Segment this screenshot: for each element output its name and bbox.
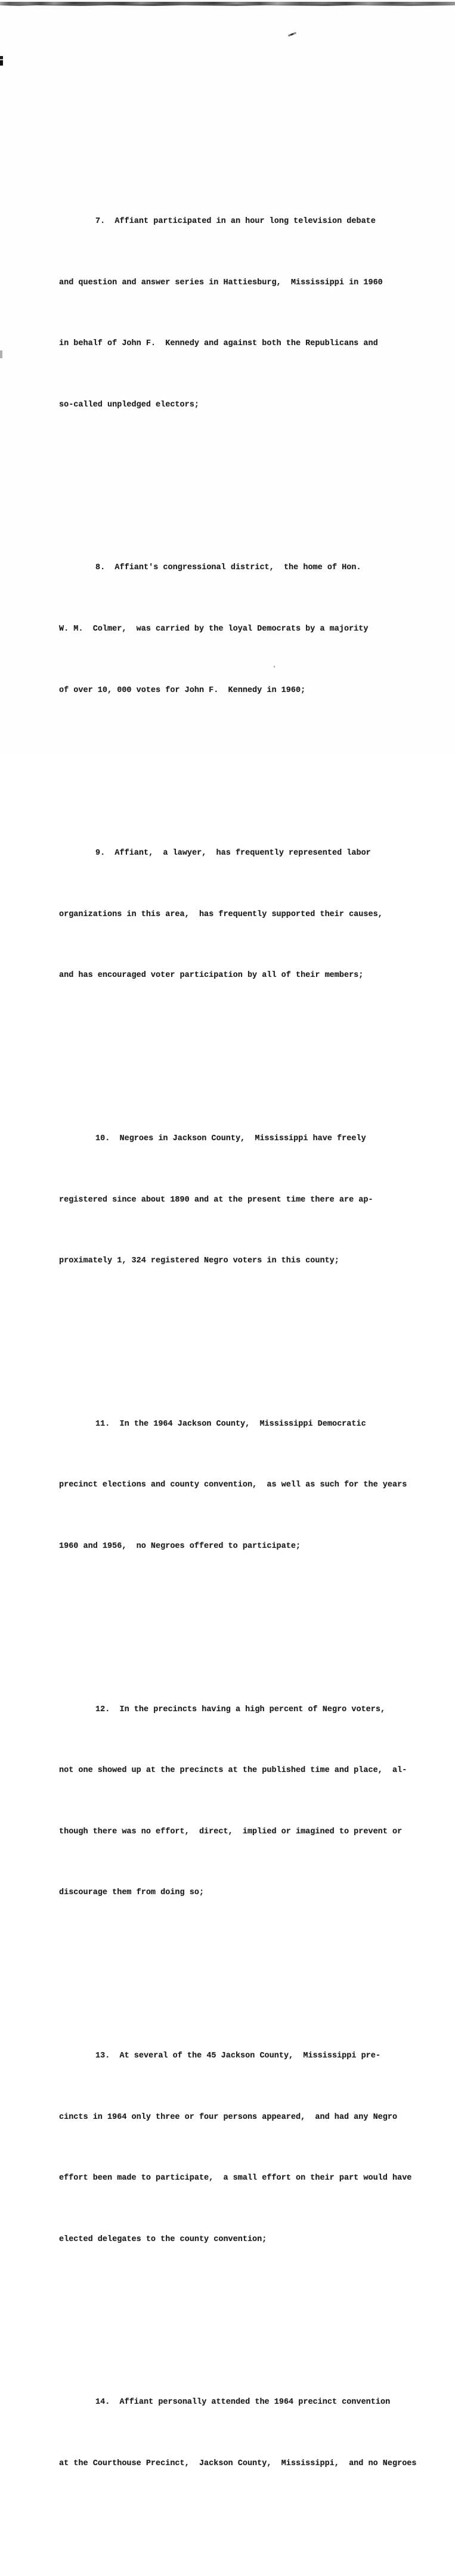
paragraph-13-line: cincts in 1964 only three or four persons appeared, and had any Negro bbox=[59, 2112, 398, 2122]
paragraph-13-line: elected delegates to the county convention; bbox=[59, 2234, 267, 2244]
paragraph-11-line: 11. In the 1964 Jackson County, Mississippi Democratic bbox=[95, 1419, 366, 1429]
paragraph-11-line: precinct elections and county convention, as well as such for the years bbox=[59, 1481, 407, 1490]
paragraph-13 bbox=[59, 2006, 429, 2291]
paragraph-7-line: 7. Affiant participated in an hour long television debate bbox=[95, 217, 376, 226]
scanner-artifact-left-edge-mark bbox=[0, 56, 3, 66]
scanner-artifact-top-band bbox=[0, 2, 455, 5]
paragraph-12 bbox=[59, 1659, 429, 1944]
paragraph-14-line: at the Courthouse Precinct, Jackson County, Mississippi, and no Negroes bbox=[59, 2459, 417, 2468]
paragraph-9-line: 9. Affiant, a lawyer, has frequently represented labor bbox=[95, 849, 371, 858]
paragraph-12-line: 12. In the precincts having a high percent of Negro voters, bbox=[95, 1705, 386, 1714]
paragraph-13-line: effort been made to participate, a small effort on their part would have bbox=[59, 2174, 412, 2183]
paragraph-14-line: 14. Affiant personally attended the 1964 precinct convention bbox=[95, 2398, 391, 2407]
paragraph-9-line: and has encouraged voter participation by all of their members; bbox=[59, 971, 364, 980]
paragraph-12-line: though there was no effort, direct, implied or imagined to prevent or bbox=[59, 1827, 403, 1836]
paragraph-10-line: proximately 1, 324 registered Negro voters in this county; bbox=[59, 1256, 339, 1266]
paragraph-14 bbox=[59, 2352, 429, 2515]
paragraph-13-line: 13. At several of the 45 Jackson County, Mississippi pre- bbox=[95, 2051, 380, 2060]
paragraph-8 bbox=[59, 517, 429, 741]
paragraph-7-line: and question and answer series in Hattiesburg, Mississippi in 1960 bbox=[59, 278, 383, 287]
affidavit-text-block bbox=[59, 110, 429, 2576]
paragraph-8-line: of over 10, 000 votes for John F. Kennedy in 1960; bbox=[59, 685, 306, 695]
paragraph-7 bbox=[59, 171, 429, 457]
scanner-artifact-squiggle bbox=[288, 32, 296, 36]
paragraph-12-line: discourage them from doing so; bbox=[59, 1888, 205, 1898]
paragraph-10 bbox=[59, 1088, 429, 1312]
paragraph-9-line: organizations in this area, has frequently supported their causes, bbox=[59, 910, 383, 919]
scanner-artifact-left-edge-smudge bbox=[0, 350, 2, 358]
paragraph-7-line: in behalf of John F. Kennedy and against both the Republicans and bbox=[59, 339, 378, 349]
paragraph-7-line: so-called unpledged electors; bbox=[59, 400, 199, 409]
paragraph-10-line: registered since about 1890 and at the present time there are ap- bbox=[59, 1195, 373, 1205]
paragraph-12-line: not one showed up at the precincts at the published time and place, al- bbox=[59, 1766, 407, 1776]
paragraph-10-line: 10. Negroes in Jackson County, Mississippi have freely bbox=[95, 1134, 366, 1143]
paragraph-9 bbox=[59, 803, 429, 1027]
paragraph-11 bbox=[59, 1373, 429, 1597]
paragraph-8-line: 8. Affiant's congressional district, the home of Hon. bbox=[95, 563, 361, 573]
paragraph-11-line: 1960 and 1956, no Negroes offered to participate; bbox=[59, 1541, 301, 1551]
paragraph-8-line: W. M. Colmer, was carried by the loyal Democrats by a majority bbox=[59, 625, 369, 634]
